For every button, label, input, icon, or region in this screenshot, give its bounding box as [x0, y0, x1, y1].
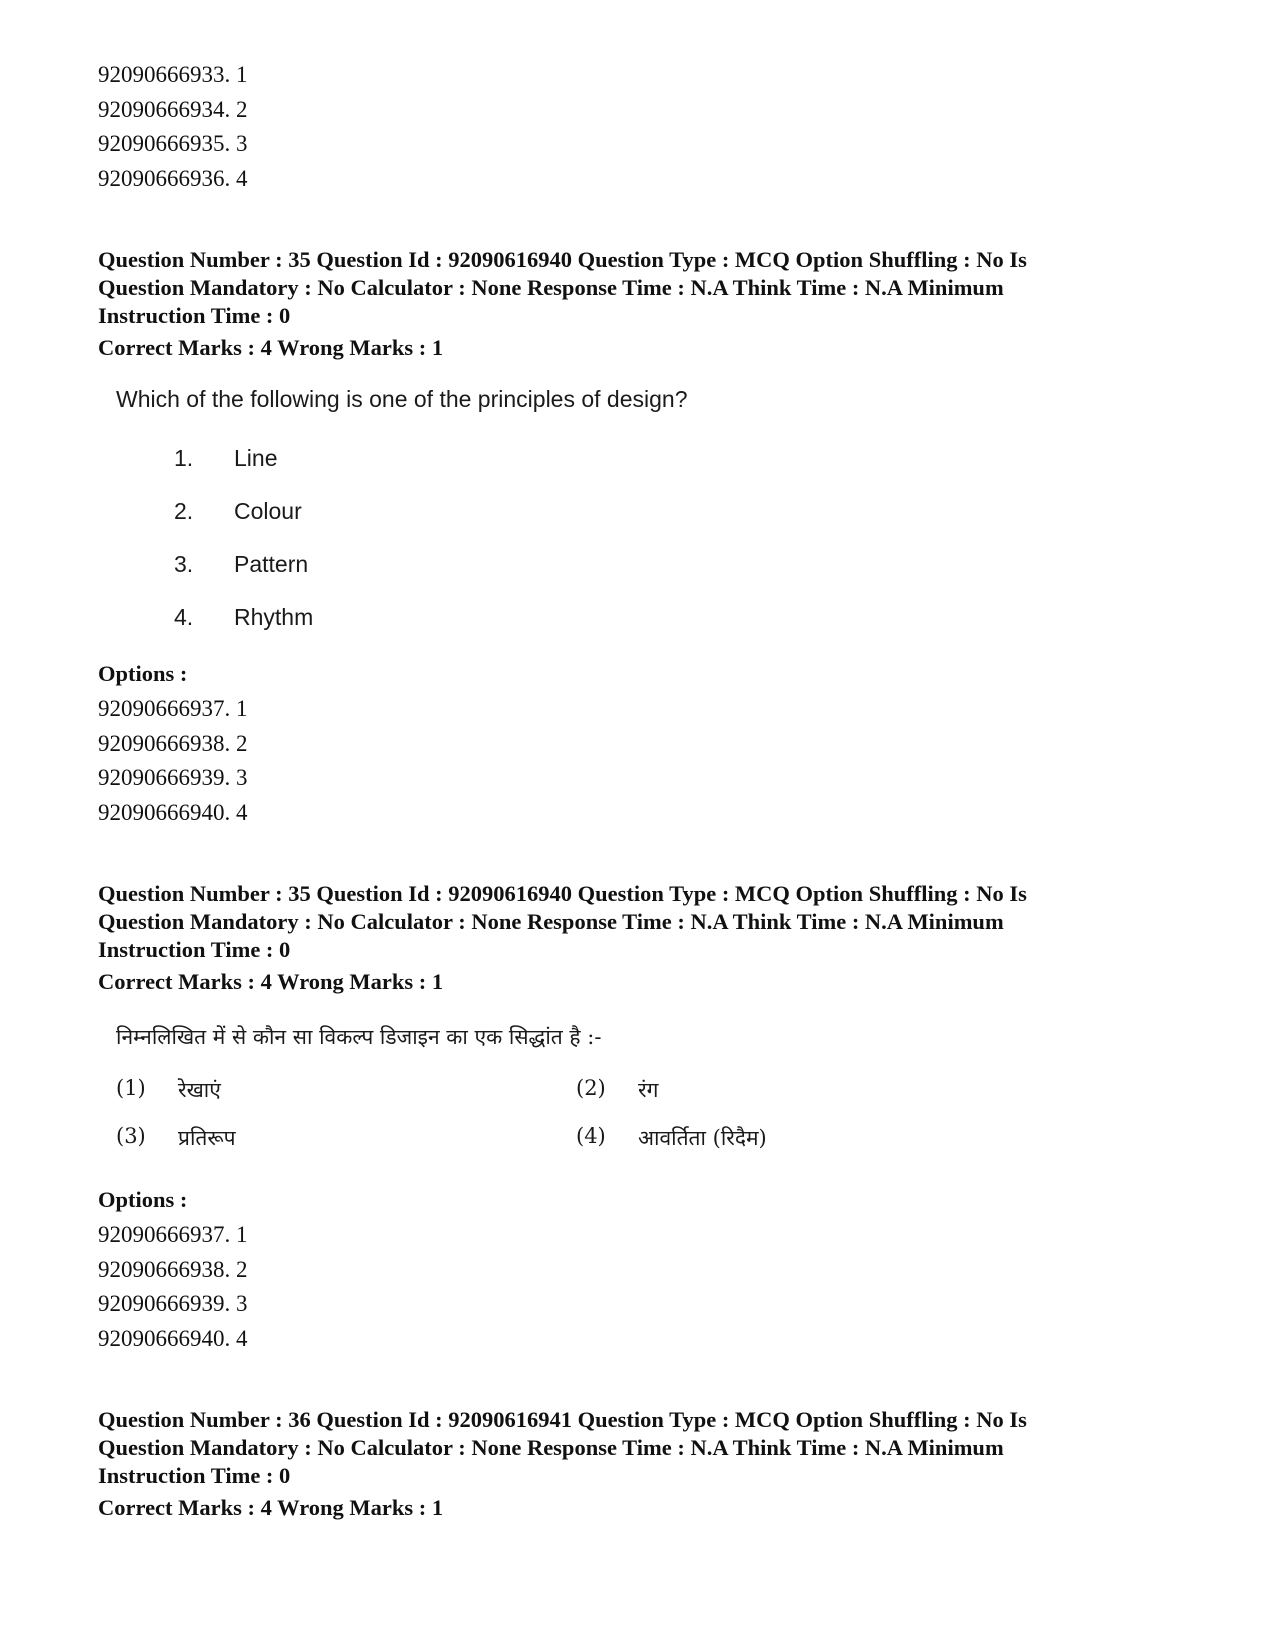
question-stem: Which of the following is one of the principles of design? — [116, 386, 688, 412]
question-header-line: Question Mandatory : No Calculator : None Response Time : N.A Think Time : N.A Minimum — [98, 909, 1004, 934]
choice-text: रेखाएं — [178, 1078, 221, 1102]
question-marks: Correct Marks : 4 Wrong Marks : 1 — [98, 969, 444, 994]
choice-item — [576, 1076, 1036, 1104]
choice-number: 4. — [174, 604, 194, 630]
options-label: Options : — [98, 661, 188, 686]
question-marks: Correct Marks : 4 Wrong Marks : 1 — [98, 1495, 444, 1520]
choice-number: (4) — [576, 1124, 606, 1148]
question-header-line: Question Number : 35 Question Id : 92090616940 Question Type : MCQ Option Shuffling : No Is — [98, 881, 1027, 906]
option-line: 92090666940. 4 — [98, 799, 248, 825]
option-line: 92090666939. 3 — [98, 1291, 248, 1316]
question-header-line: Question Number : 36 Question Id : 92090616941 Question Type : MCQ Option Shuffling : No Is — [98, 1407, 1027, 1432]
options-list — [98, 692, 1178, 830]
choice-number: 2. — [174, 498, 194, 524]
question-marks: Correct Marks : 4 Wrong Marks : 1 — [98, 335, 444, 360]
question-header-line: Instruction Time : 0 — [98, 303, 291, 328]
option-line: 92090666933. 1 — [98, 62, 248, 87]
choice-number: (1) — [116, 1076, 146, 1100]
option-line: 92090666938. 2 — [98, 1256, 248, 1282]
question-content — [116, 384, 1178, 644]
option-line: 92090666934. 2 — [98, 96, 248, 122]
choice-text: प्रतिरूप — [178, 1126, 236, 1150]
choice-row — [116, 1114, 1178, 1162]
option-line: 92090666935. 3 — [98, 131, 248, 156]
choice-item — [116, 538, 1178, 591]
choice-number: 1. — [174, 445, 194, 471]
question-header-line: Instruction Time : 0 — [98, 937, 291, 962]
question-header-line: Instruction Time : 0 — [98, 1463, 291, 1488]
choice-row — [116, 1066, 1178, 1114]
option-line: 92090666938. 2 — [98, 730, 248, 756]
choice-text: Rhythm — [234, 604, 314, 630]
question-stem: निम्नलिखित में से कौन सा विकल्प डिजाइन का एक सिद्धांत है :- — [116, 1025, 602, 1049]
option-line: 92090666937. 1 — [98, 1222, 248, 1247]
choice-text: Pattern — [234, 551, 309, 577]
choice-item — [116, 591, 1178, 644]
top-options-list — [98, 58, 1178, 196]
option-line: 92090666940. 4 — [98, 1325, 248, 1351]
question-header-line: Question Number : 35 Question Id : 92090616940 Question Type : MCQ Option Shuffling : No Is — [98, 247, 1027, 272]
choice-item — [116, 1124, 576, 1152]
choice-text: Line — [234, 445, 278, 471]
choice-number: 3. — [174, 551, 194, 577]
choice-text: आवर्तिता (रिदैम) — [638, 1126, 767, 1150]
choice-number: (3) — [116, 1124, 146, 1148]
question-36 — [98, 1406, 1178, 1522]
question-header-line: Question Mandatory : No Calculator : None Response Time : N.A Think Time : N.A Minimum — [98, 1435, 1004, 1460]
document-page — [98, 58, 1178, 1522]
choice-item — [116, 485, 1178, 538]
choice-item — [116, 432, 1178, 485]
choice-number: (2) — [576, 1076, 606, 1100]
option-line: 92090666939. 3 — [98, 765, 248, 790]
question-header-line: Question Mandatory : No Calculator : None Response Time : N.A Think Time : N.A Minimum — [98, 275, 1004, 300]
question-35-hindi — [98, 880, 1178, 1356]
options-list — [98, 1218, 1178, 1356]
choice-text: Colour — [234, 498, 302, 524]
options-label: Options : — [98, 1187, 188, 1212]
option-line: 92090666936. 4 — [98, 165, 248, 191]
question-35-english — [98, 246, 1178, 830]
option-line: 92090666937. 1 — [98, 696, 248, 721]
choice-item — [576, 1124, 1036, 1152]
choice-text: रंग — [638, 1078, 659, 1102]
choice-item — [116, 1076, 576, 1104]
question-content — [116, 1022, 1178, 1162]
